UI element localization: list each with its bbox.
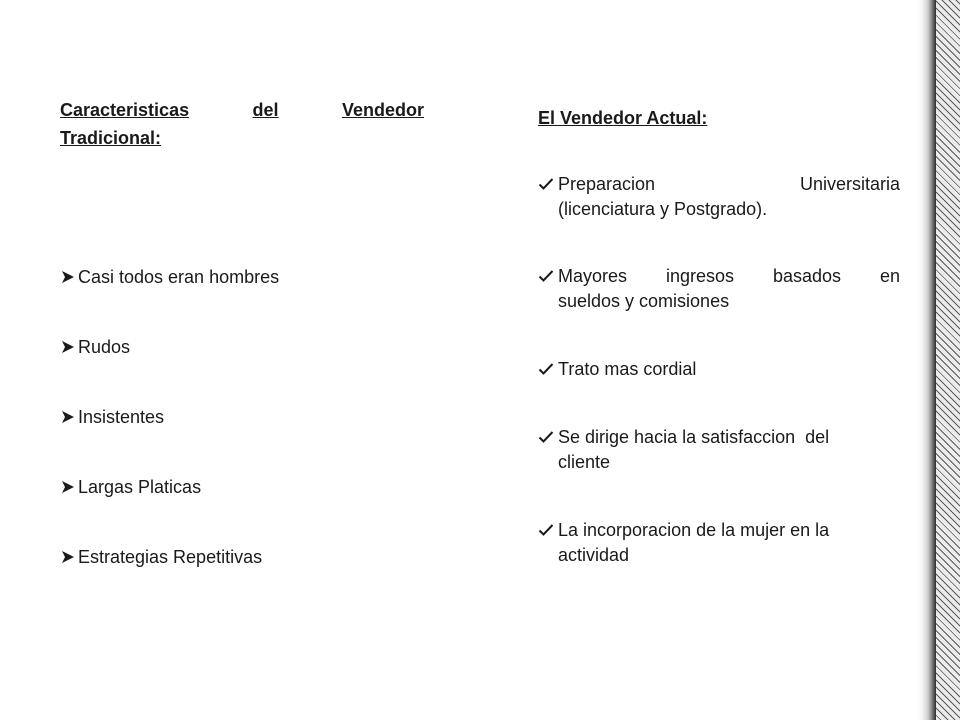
list-item: [538, 518, 900, 568]
list-item-label: Largas Platicas: [78, 476, 202, 497]
current-seller-column: [538, 104, 900, 565]
list-item: [60, 404, 279, 430]
heading-word: Vendedor: [341, 100, 424, 120]
arrow-right-icon: [60, 550, 76, 564]
list-item: [60, 544, 279, 570]
item-line-2: (licenciatura y Postgrado).: [558, 199, 768, 219]
arrow-right-icon: [60, 410, 76, 424]
list-item: [538, 172, 900, 222]
list-item-label: Insistentes: [78, 406, 165, 427]
heading-word: del: [252, 100, 279, 120]
heading-line-2: Tradicional:: [60, 128, 162, 148]
item-line-2: actividad: [558, 545, 630, 565]
traditional-heading: [60, 96, 424, 152]
list-item: [538, 264, 900, 314]
list-item-label: Rudos: [78, 336, 131, 357]
traditional-list: [60, 264, 279, 614]
item-line-2: cliente: [558, 452, 611, 472]
list-item-label: Estrategias Repetitivas: [78, 546, 263, 567]
item-line-1: Se dirige hacia la satisfaccion del: [558, 427, 830, 447]
list-item: [60, 334, 279, 360]
arrow-right-icon: [60, 270, 76, 284]
item-line-1: Preparacion Universitaria: [558, 174, 900, 194]
list-item: [60, 264, 279, 290]
current-heading: El Vendedor Actual:: [538, 108, 708, 128]
current-list: [538, 172, 900, 568]
item-line-2: sueldos y comisiones: [558, 291, 730, 311]
item-line-1: Mayores ingresos basados en: [558, 266, 900, 286]
arrow-right-icon: [60, 340, 76, 354]
item-line-1: Trato mas cordial: [558, 359, 697, 379]
item-line-1: La incorporacion de la mujer en la: [558, 520, 830, 540]
list-item: [538, 357, 900, 382]
list-item-label: Casi todos eran hombres: [78, 266, 280, 287]
arrow-right-icon: [60, 480, 76, 494]
heading-word: Caracteristicas: [60, 100, 190, 120]
checkmark-icon: [538, 269, 554, 283]
checkmark-icon: [538, 523, 554, 537]
checkmark-icon: [538, 430, 554, 444]
checkmark-icon: [538, 177, 554, 191]
checkmark-icon: [538, 362, 554, 376]
decorative-edge-strip: [916, 0, 960, 720]
traditional-seller-column: [60, 96, 424, 567]
list-item: [538, 425, 900, 475]
list-item: [60, 474, 279, 500]
